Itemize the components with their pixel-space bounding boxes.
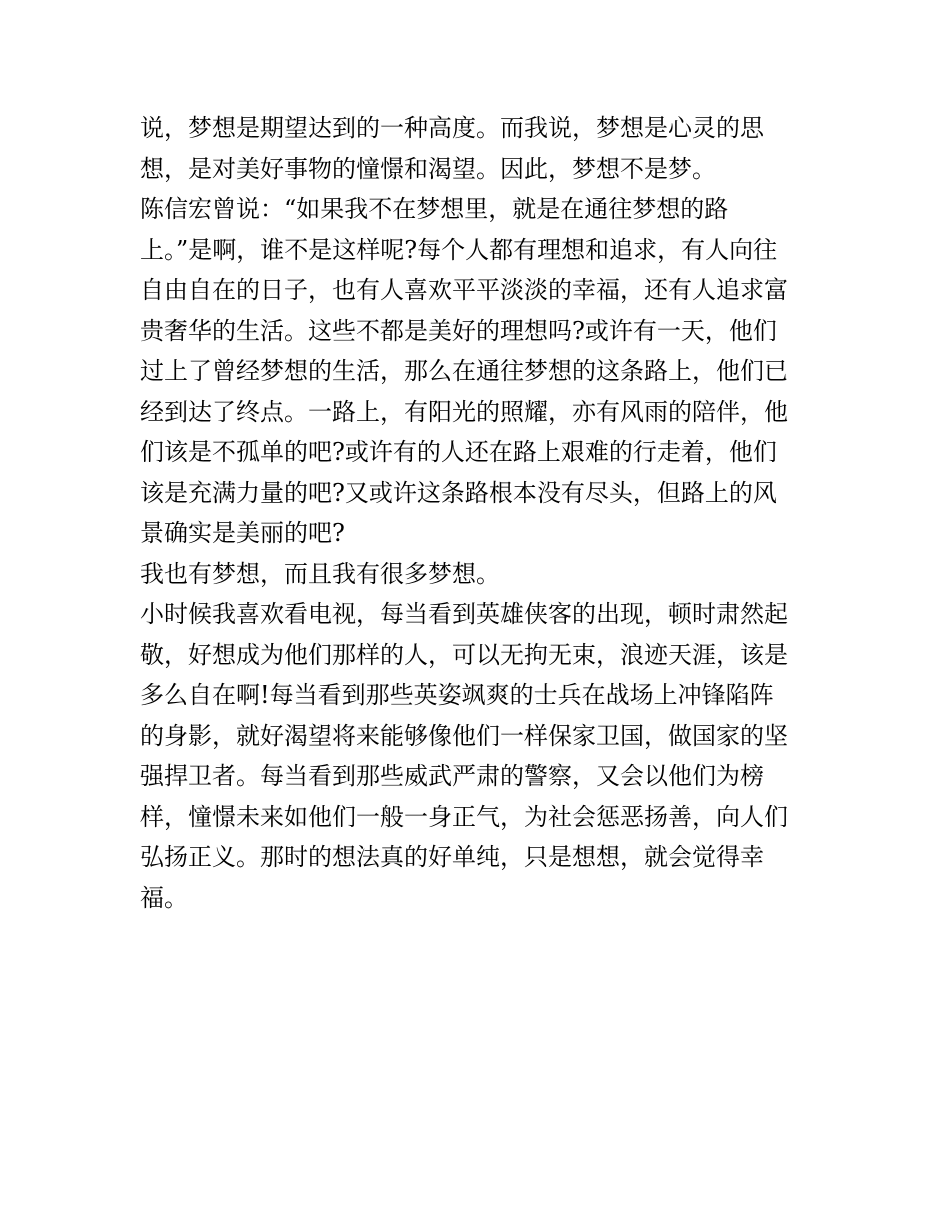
text-line: 该是充满力量的吧?又或许这条路根本没有尽头，但路上的风 (140, 478, 777, 507)
text-line: 福。 (140, 883, 188, 912)
text-line: 小时候我喜欢看电视，每当看到英雄侠客的出现，顿时肃然起 (140, 600, 788, 628)
text-line: 弘扬正义。那时的想法真的好单纯，只是想想，就会觉得幸 (140, 843, 764, 871)
text-line: 们该是不孤单的吧?或许有的人还在路上艰难的行走着，他们 (140, 438, 777, 466)
text-line: 多么自在啊!每当看到那些英姿飒爽的士兵在战场上冲锋陷阵 (140, 681, 774, 709)
text-line: 敬，好想成为他们那样的人，可以无拘无束，浪迹天涯，该是 (140, 640, 788, 669)
text-line: 样，憧憬未来如他们一般一身正气，为社会惩恶扬善，向人们 (140, 802, 788, 831)
text-line: 想，是对美好事物的憧憬和渴望。因此，梦想不是梦。 (140, 154, 716, 183)
text-line: 强捍卫者。每当看到那些威武严肃的警察，又会以他们为榜 (140, 762, 764, 790)
essay-text (140, 108, 820, 918)
text-line: 贵奢华的生活。这些不都是美好的理想吗?或许有一天，他们 (140, 316, 777, 345)
text-line: 景确实是美丽的吧? (140, 519, 345, 547)
text-line: 自由自在的日子，也有人喜欢平平淡淡的幸福，还有人追求富 (140, 276, 788, 304)
text-line: 上。”是啊，谁不是这样呢?每个人都有理想和追求，有人向往 (140, 235, 778, 264)
text-line: 说，梦想是期望达到的一种高度。而我说，梦想是心灵的思 (140, 114, 764, 142)
text-line: 陈信宏曾说：“如果我不在梦想里，就是在通往梦想的路 (140, 195, 729, 223)
text-line: 我也有梦想，而且我有很多梦想。 (140, 559, 500, 588)
text-line: 过上了曾经梦想的生活，那么在通往梦想的这条路上，他们已 (140, 357, 788, 385)
text-line: 的身影，就好渴望将来能够像他们一样保家卫国，做国家的坚 (140, 721, 788, 750)
text-line: 经到达了终点。一路上，有阳光的照耀，亦有风雨的陪伴，他 (140, 397, 788, 426)
